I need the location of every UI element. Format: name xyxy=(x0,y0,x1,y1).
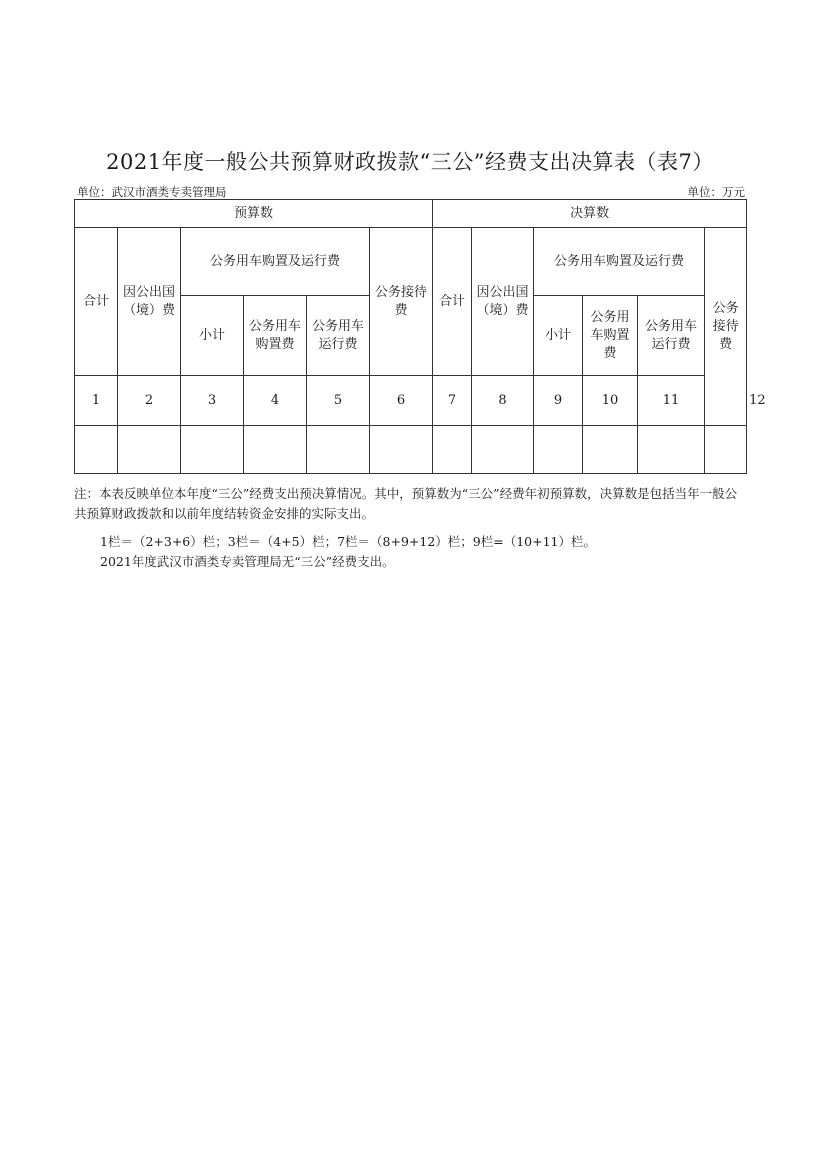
column-number: 4 xyxy=(244,376,307,426)
final-vehicle-group-header: 公务用车购置及运行费 xyxy=(534,228,705,296)
column-number: 10 xyxy=(583,376,638,426)
column-number: 7 xyxy=(433,376,472,426)
data-cell xyxy=(638,426,705,474)
expense-table: 预算数 决算数 合计 因公出国（境）费 公务用车购置及运行费 公务接待费 合计 因公出国（境）费 公务用车购置及运行费 公务接待费 小计 公务用车购置费 公务用车运行费 小计 公务用车购置费 公务用车运行费 1 2 3 4 5 6 7 8 9 10 11 12 xyxy=(74,199,747,474)
budget-vehicle-purchase-header: 公务用车购置费 xyxy=(244,296,307,376)
final-total-header: 合计 xyxy=(433,228,472,376)
final-reception-header: 公务接待费 xyxy=(705,228,747,426)
budget-abroad-header: 因公出国（境）费 xyxy=(118,228,181,376)
data-cell xyxy=(705,426,747,474)
column-number: 2 xyxy=(118,376,181,426)
data-cell xyxy=(583,426,638,474)
data-cell xyxy=(534,426,583,474)
budget-header: 预算数 xyxy=(75,200,433,228)
notes xyxy=(74,484,748,572)
note-description: 注：本表反映单位本年度“三公”经费支出预决算情况。其中，预算数为“三公”经费年初预算数，决算数是包括当年一般公共预算财政拨款和以前年度结转资金安排的实际支出。 xyxy=(74,486,738,521)
final-header: 决算数 xyxy=(433,200,747,228)
final-abroad-header: 因公出国（境）费 xyxy=(472,228,534,376)
column-number: 6 xyxy=(370,376,433,426)
data-cell xyxy=(433,426,472,474)
budget-reception-header: 公务接待费 xyxy=(370,228,433,376)
final-vehicle-purchase-header: 公务用车购置费 xyxy=(583,296,638,376)
data-cell xyxy=(118,426,181,474)
budget-subtotal-header: 小计 xyxy=(181,296,244,376)
note-formula: 1栏＝（2+3+6）栏；3栏＝（4+5）栏；7栏＝（8+9+12）栏；9栏=（10+11）栏。 xyxy=(100,534,597,549)
budget-total-header: 合计 xyxy=(75,228,118,376)
column-number: 5 xyxy=(307,376,370,426)
unit-org: 单位：武汉市酒类专卖管理局 xyxy=(77,185,227,199)
budget-vehicle-operation-header: 公务用车运行费 xyxy=(307,296,370,376)
column-number: 1 xyxy=(75,376,118,426)
data-cell xyxy=(370,426,433,474)
data-cell xyxy=(75,426,118,474)
note-no-expense: 2021年度武汉市酒类专卖管理局无“三公”经费支出。 xyxy=(100,554,395,569)
data-cell xyxy=(472,426,534,474)
column-number: 9 xyxy=(534,376,583,426)
column-number: 3 xyxy=(181,376,244,426)
data-cell xyxy=(244,426,307,474)
column-number: 11 xyxy=(638,376,705,426)
final-vehicle-operation-header: 公务用车运行费 xyxy=(638,296,705,376)
final-subtotal-header: 小计 xyxy=(534,296,583,376)
data-cell xyxy=(307,426,370,474)
column-number: 8 xyxy=(472,376,534,426)
data-cell xyxy=(181,426,244,474)
page-title: 2021年度一般公共预算财政拨款“三公”经费支出决算表（表7） xyxy=(106,150,714,174)
unit-currency: 单位：万元 xyxy=(687,185,745,199)
budget-vehicle-group-header: 公务用车购置及运行费 xyxy=(181,228,370,296)
